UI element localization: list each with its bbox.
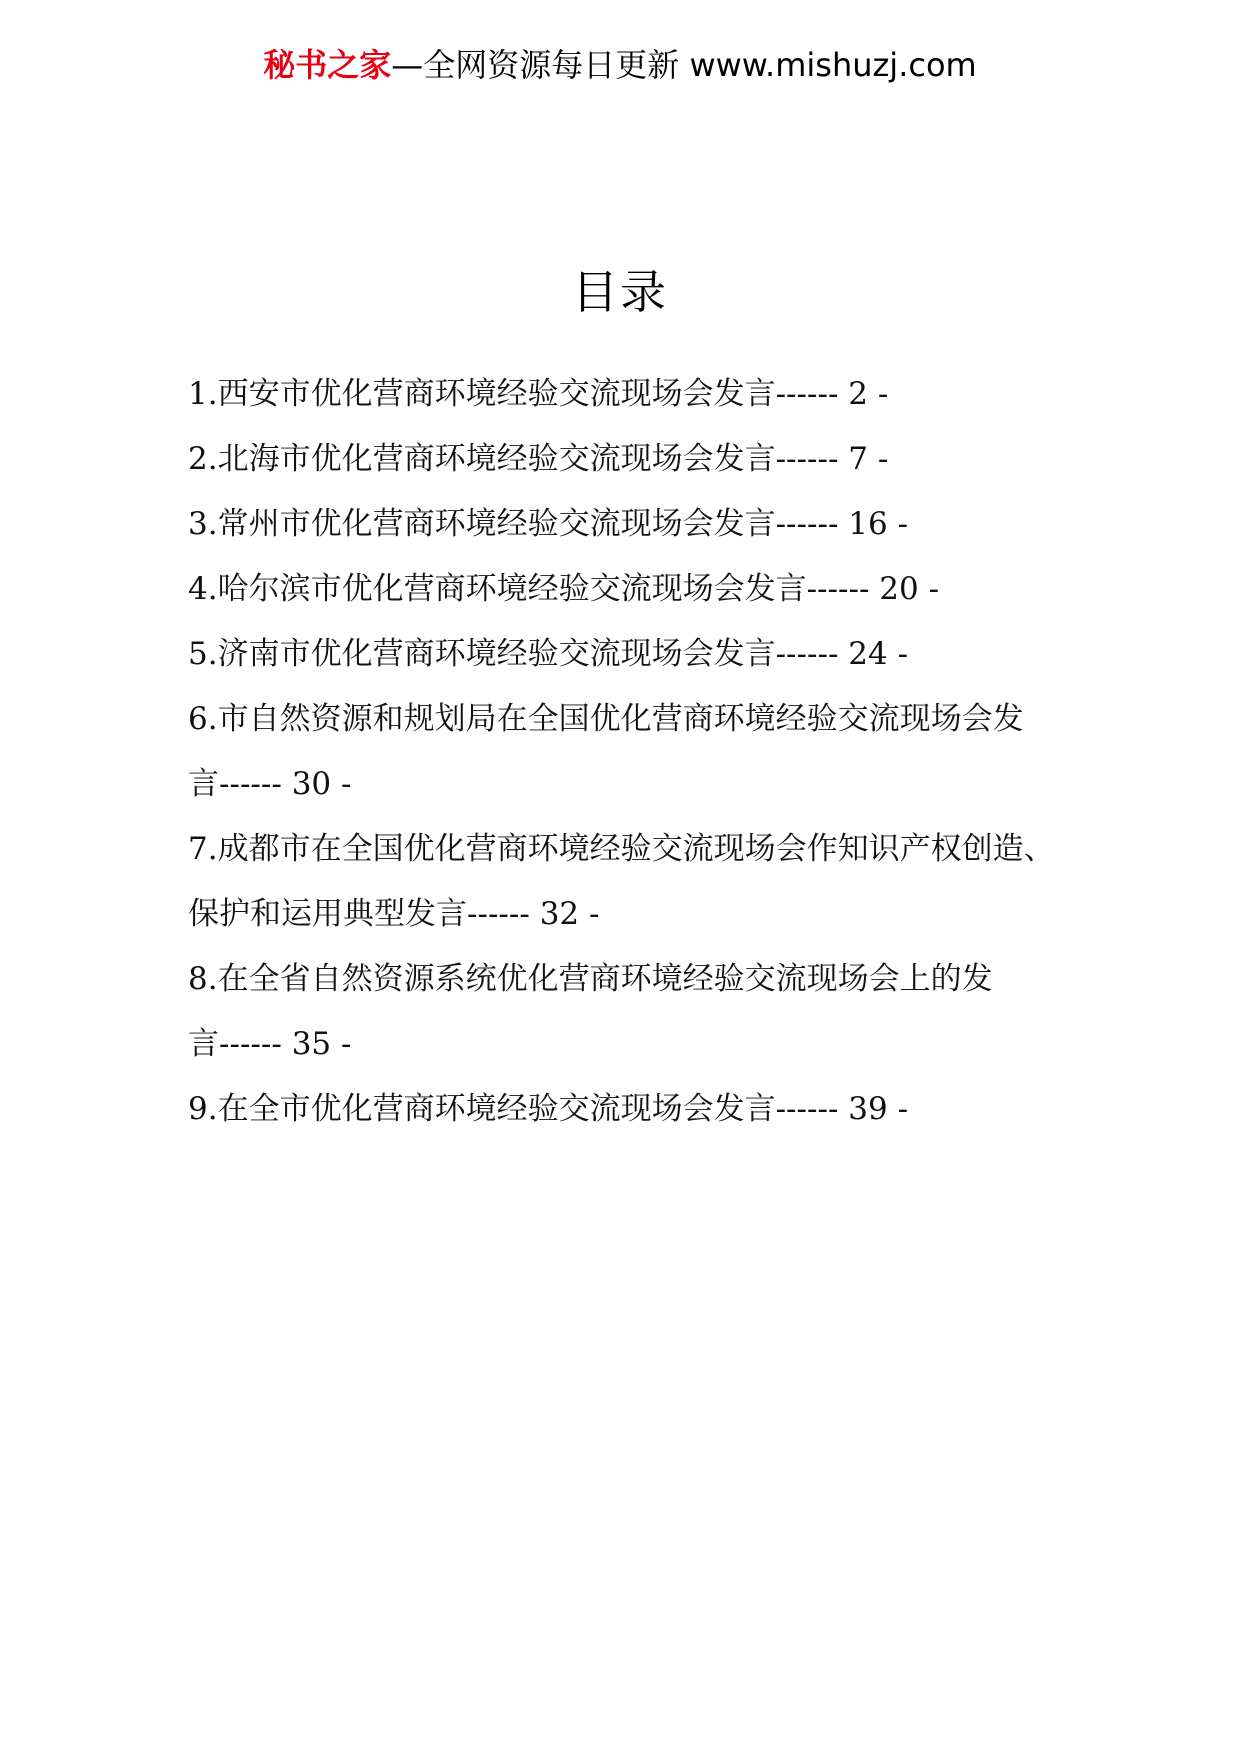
table-of-contents [188, 362, 1068, 1142]
toc-entry-page: ------ 30 - [219, 766, 352, 802]
toc-entry-page: ------ 20 - [806, 571, 940, 607]
toc-entry[interactable] [188, 947, 1068, 1077]
toc-entry[interactable] [188, 622, 1068, 687]
toc-entry-page: ------ 32 - [467, 896, 600, 932]
toc-entry-page: ------ 35 - [219, 1026, 352, 1062]
toc-entry-title: 2.北海市优化营商环境经验交流现场会发言 [188, 441, 776, 477]
toc-entry-title: 3.常州市优化营商环境经验交流现场会发言 [188, 506, 776, 542]
toc-entry[interactable] [188, 492, 1068, 557]
toc-entry[interactable] [188, 1077, 1068, 1142]
toc-entry-title: 6.市自然资源和规划局在全国优化营商环境经验交流现场会发言 [188, 701, 1024, 802]
toc-entry-page: ------ 24 - [775, 636, 909, 672]
toc-entry-title: 1.西安市优化营商环境经验交流现场会发言 [188, 376, 776, 412]
toc-entry-title: 9.在全市优化营商环境经验交流现场会发言 [188, 1091, 776, 1127]
site-header [0, 40, 1240, 90]
toc-entry-page: ------ 39 - [775, 1091, 909, 1127]
toc-entry-title: 4.哈尔滨市优化营商环境经验交流现场会发言 [188, 571, 807, 607]
toc-entry-title: 8.在全省自然资源系统优化营商环境经验交流现场会上的发言 [188, 961, 993, 1062]
toc-entry-page: ------ 7 - [775, 441, 889, 477]
toc-entry-page: ------ 16 - [775, 506, 909, 542]
toc-entry-title: 7.成都市在全国优化营商环境经验交流现场会作知识产权创造、保护和运用典型发言 [188, 831, 1055, 932]
toc-entry-title: 5.济南市优化营商环境经验交流现场会发言 [188, 636, 776, 672]
toc-entry[interactable] [188, 427, 1068, 492]
toc-entry[interactable] [188, 362, 1068, 427]
header-tagline: —全网资源每日更新 www.mishuzj.com [391, 46, 977, 84]
toc-entry-page: ------ 2 - [775, 376, 889, 412]
brand-name: 秘书之家 [263, 46, 392, 84]
toc-entry[interactable] [188, 817, 1068, 947]
toc-entry[interactable] [188, 687, 1068, 817]
page-title: 目录 [572, 265, 668, 319]
toc-entry[interactable] [188, 557, 1068, 622]
